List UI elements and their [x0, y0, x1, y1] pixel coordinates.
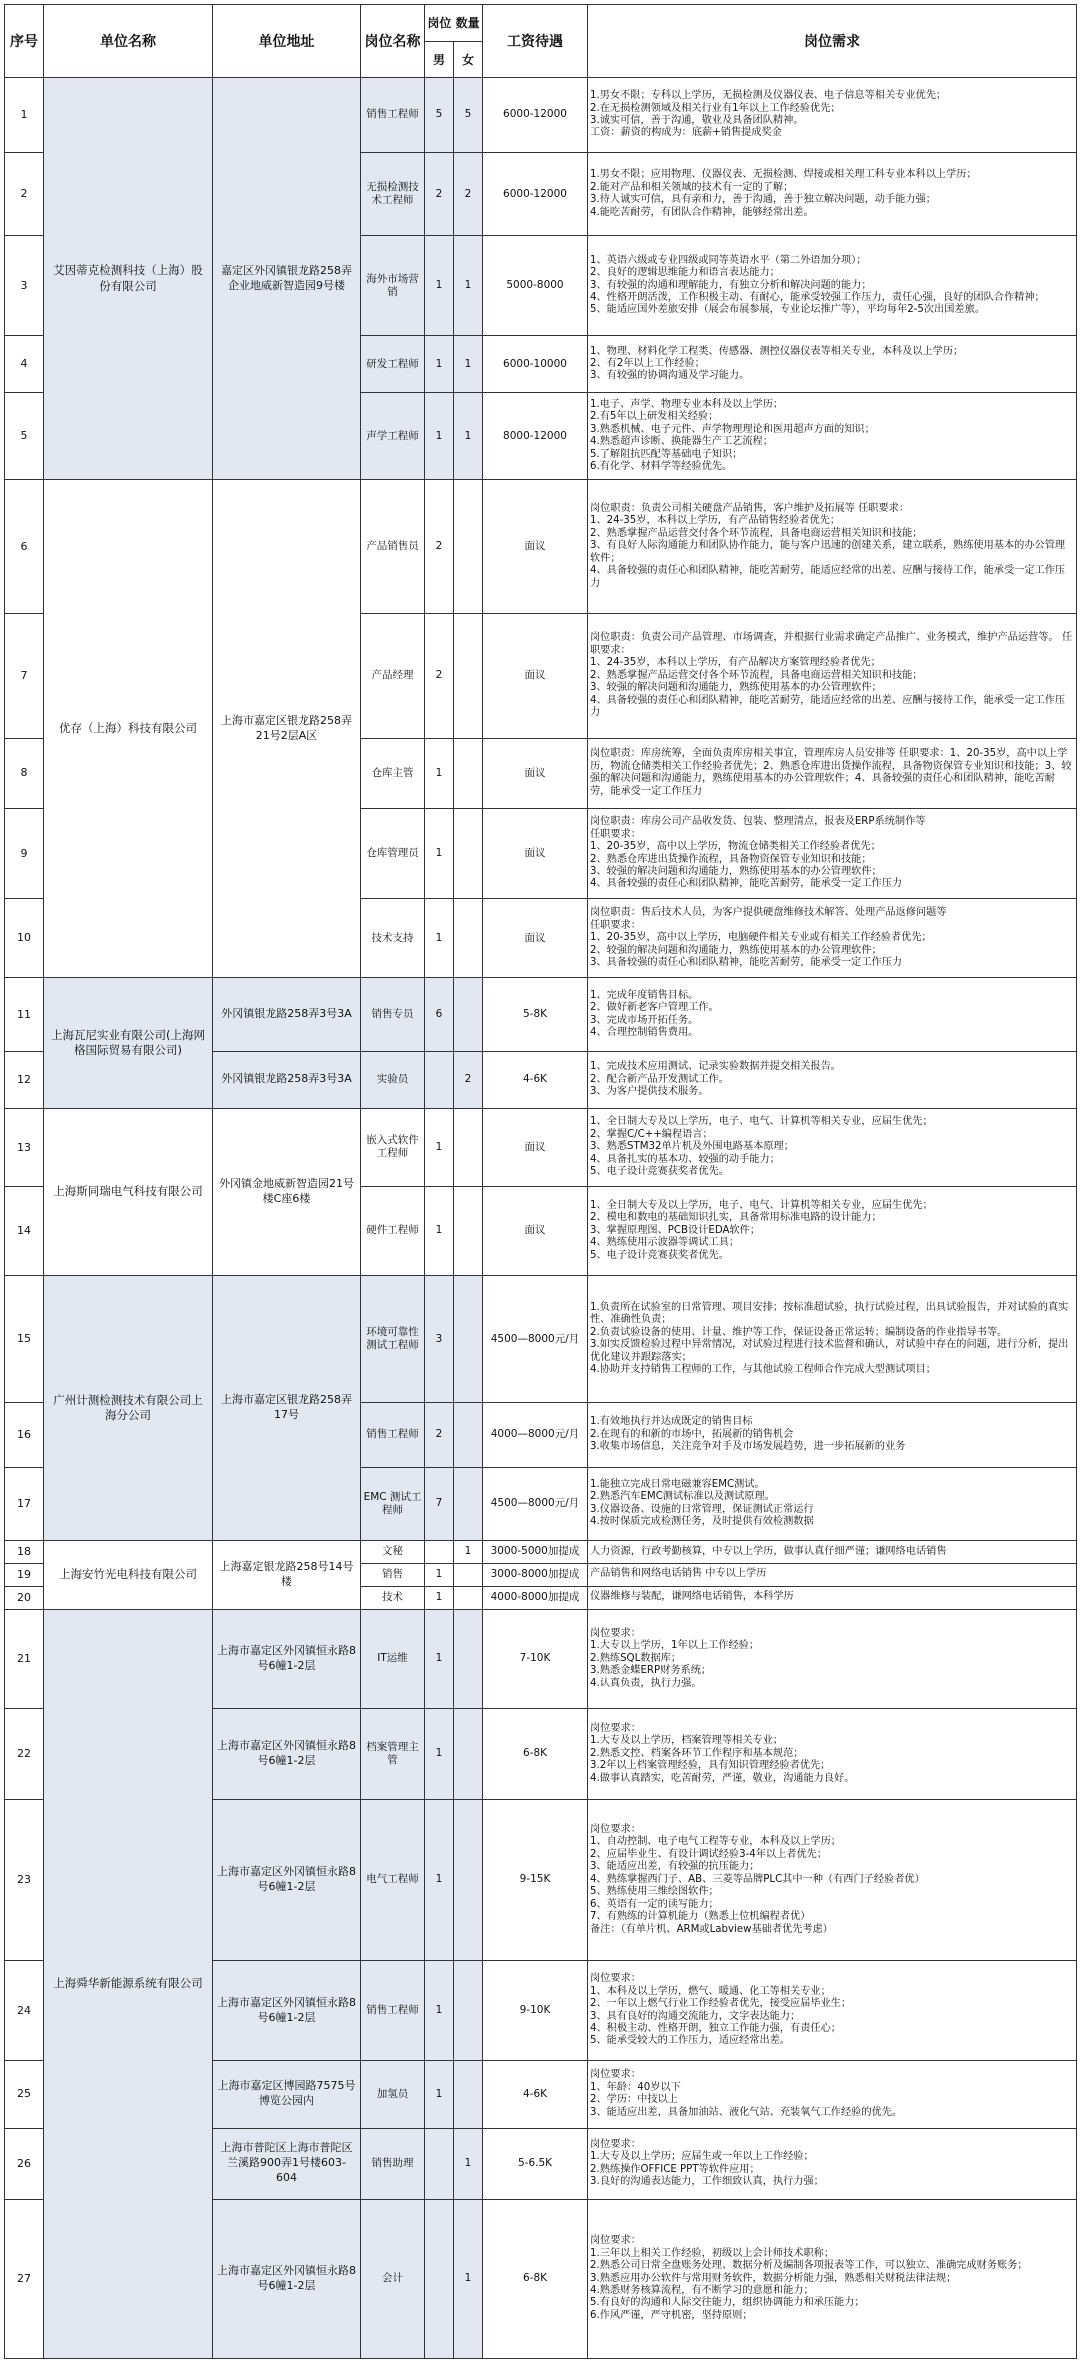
position-name: 销售专员 [361, 978, 425, 1051]
row-no: 1 [5, 78, 44, 152]
row-no: 27 [5, 2199, 44, 2358]
row-no: 26 [5, 2128, 44, 2199]
company-address: 外冈镇银龙路258弄3号3A [213, 1051, 361, 1108]
female-count: 2 [454, 1051, 483, 1108]
row-no: 21 [5, 1609, 44, 1709]
female-count [454, 1276, 483, 1403]
requirements: 1.有效地执行并达成既定的销售目标 2.在现有的和新的市场中，拓展新的销售机会 3.收集市场信息，关注竞争对手及市场发展趋势，进一步拓展新的业务 [588, 1403, 1077, 1467]
female-count: 1 [454, 393, 483, 480]
requirements: 岗位职责：库房公司产品收发货、包装、整理清点，报表及ERP系统制作等 任职要求： 1、20-35岁，高中以上学历，物流仓储类相关工作经验者优先； 2、熟悉仓库进出货操作流程，具备物资保管专业知识和技能； 3、较强的解决问题和沟通能力，熟练使用基本的办公管理软件； 4、具备较强的责任心和团队精神，能吃苦耐劳，能承受一定工作压力 [588, 808, 1077, 899]
row-no: 12 [5, 1051, 44, 1108]
requirements: 1.电子、声学、物理专业本科及以上学历； 2.有5年以上研发相关经验； 3.熟悉机械、电子元件、声学物理理论和医用超声方面的知识； 4.熟悉超声诊断、换能器生产工艺流程； 5.了解阻抗匹配等基础电子知识； 6.有化学、材料学等经验优先。 [588, 393, 1077, 480]
row-no: 13 [5, 1108, 44, 1186]
company-address: 上海嘉定银龙路258号14号楼 [213, 1540, 361, 1609]
row-no: 22 [5, 1709, 44, 1800]
company-name: 上海瓦尼实业有限公司(上海网格国际贸易有限公司) [44, 978, 213, 1109]
row-no: 9 [5, 808, 44, 899]
male-count: 1 [425, 808, 454, 899]
requirements: 1、全日制大专及以上学历，电子、电气、计算机等相关专业，应届生优先； 2、掌握C/C++编程语言； 3、熟悉STM32单片机及外围电路基本原理； 4、具备扎实的基本功、较强的动手能力； 5、电子设计竞赛获奖者优先。 [588, 1108, 1077, 1186]
salary: 7-10K [483, 1609, 588, 1709]
male-count: 1 [425, 738, 454, 808]
requirements: 1.能独立完成日常电磁兼容EMC测试。 2.熟悉汽车EMC测试标准以及测试原理。 3.仪器设备、设施的日常管理，保证测试正常运行 4.按时保质完成检测任务，及时提供有效检测数据 [588, 1467, 1077, 1540]
female-count: 1 [454, 336, 483, 393]
position-name: 产品经理 [361, 614, 425, 739]
company-address: 上海市普陀区上海市普陀区兰溪路900弄1号楼603-604 [213, 2128, 361, 2199]
female-count [454, 1403, 483, 1467]
male-count: 1 [425, 336, 454, 393]
salary: 3000-5000加提成 [483, 1540, 588, 1563]
male-count: 1 [425, 1186, 454, 1275]
requirements: 岗位要求： 1.大专及以上学历，档案管理等相关专业； 2.熟悉文控、档案各环节工作程序和基本规范； 3.2年以上档案管理经验，具有知识管理经验者优先； 4.做事认真踏实，吃苦耐劳，严谨，敬业，沟通能力良好。 [588, 1709, 1077, 1800]
female-count [454, 1609, 483, 1709]
salary: 5000-8000 [483, 236, 588, 336]
company-name: 上海安竹光电科技有限公司 [44, 1540, 213, 1609]
salary: 5-6.5K [483, 2128, 588, 2199]
row-no: 16 [5, 1403, 44, 1467]
company-address: 上海市嘉定区外冈镇恒永路8号6幢1-2层 [213, 1709, 361, 1800]
requirements: 岗位要求： 1.大专及以上学历；应届生或一年以上工作经验； 2.熟练操作OFFICE PPT等软件应用； 3.良好的沟通表达能力，工作细致认真，执行力强； [588, 2128, 1077, 2199]
female-count [454, 1563, 483, 1586]
company-name: 上海斯同瑞电气科技有限公司 [44, 1108, 213, 1275]
female-count [454, 978, 483, 1051]
male-count: 1 [425, 899, 454, 978]
female-count [454, 808, 483, 899]
company-name: 上海舜华新能源系统有限公司 [44, 1609, 213, 2358]
male-count: 1 [425, 1961, 454, 2061]
requirements: 1、英语六级或专业四级或同等英语水平（第二外语加分项）； 2、良好的逻辑思维能力和语言表达能力； 3、有较强的沟通和理解能力，有独立分析和解决问题的能力； 4、性格开朗活泼，工作积极主动、有耐心，能承受较强工作压力，责任心强，良好的团队合作精神； 5、能适应国外差旅安排（展会布展参展，专业论坛推广等），平均每年2-5次出国差旅。 [588, 236, 1077, 336]
requirements: 1、完成技术应用测试、记录实验数据并提交相关报告。 2、配合新产品开发测试工作。 3、为客户提供技术服务。 [588, 1051, 1077, 1108]
position-name: 销售工程师 [361, 1961, 425, 2061]
salary: 6000-12000 [483, 152, 588, 236]
row-no: 4 [5, 336, 44, 393]
row-no: 23 [5, 1799, 44, 1961]
company-address: 上海市嘉定区银龙路258弄17号 [213, 1276, 361, 1541]
male-count: 3 [425, 1276, 454, 1403]
row-no: 15 [5, 1276, 44, 1403]
row-no: 2 [5, 152, 44, 236]
female-count [454, 738, 483, 808]
salary: 4000-8000加提成 [483, 1586, 588, 1609]
row-no: 14 [5, 1186, 44, 1275]
header-salary: 工资待遇 [483, 5, 588, 78]
position-name: 声学工程师 [361, 393, 425, 480]
male-count: 7 [425, 1467, 454, 1540]
male-count: 2 [425, 152, 454, 236]
requirements: 1、物理、材料化学工程类、传感器、测控仪器仪表等相关专业，本科及以上学历； 2、有2年以上工作经验； 3、有较强的协调沟通及学习能力。 [588, 336, 1077, 393]
salary: 6-8K [483, 2199, 588, 2358]
company-name: 优存（上海）科技有限公司 [44, 480, 213, 978]
company-name: 广州计测检测技术有限公司上海分公司 [44, 1276, 213, 1541]
male-count: 2 [425, 614, 454, 739]
company-address: 上海市嘉定区外冈镇恒永路8号6幢1-2层 [213, 1799, 361, 1961]
salary: 4500—8000元/月 [483, 1467, 588, 1540]
female-count [454, 480, 483, 614]
salary: 面议 [483, 614, 588, 739]
header-no: 序号 [5, 5, 44, 78]
requirements: 岗位要求： 1、自动控制、电子电气工程等专业，本科及以上学历； 2、应届毕业生、有设计调试经验3-4年以上者优先； 3、能适应出差，有较强的抗压能力； 4、熟练掌握西门子、AB、三菱等品牌PLC其中一种（有西门子经验者优） 5、熟练使用三维绘图软件； 6、英语有一定的读写能力； 7、有熟练的计算机能力（熟悉上位机编程者优） 备注：（有单片机、ARM或Labview基础者优先考虑） [588, 1799, 1077, 1961]
row-no: 10 [5, 899, 44, 978]
company-address: 上海市嘉定区外冈镇恒永路8号6幢1-2层 [213, 1609, 361, 1709]
female-count [454, 899, 483, 978]
salary: 6000-12000 [483, 78, 588, 152]
female-count: 2 [454, 152, 483, 236]
salary: 4500—8000元/月 [483, 1276, 588, 1403]
female-count: 1 [454, 2199, 483, 2358]
requirements: 岗位职责：负责公司相关硬盘产品销售，客户维护及拓展等 任职要求： 1、24-35岁，本科以上学历，有产品销售经验者优先； 2、熟悉掌握产品运营交付各个环节流程，具备电商运营相关知识和技能； 3、有良好人际沟通能力和团队协作能力，能与客户迅速的创建关系，建立联系，熟练使用基本的办公管理软件； 4、具备较强的责任心和团队精神，能吃苦耐劳，能适应经常的出差、应酬与接待工作，能承受一定工作压力 [588, 480, 1077, 614]
salary: 6-8K [483, 1709, 588, 1800]
female-count: 1 [454, 2128, 483, 2199]
male-count: 6 [425, 978, 454, 1051]
row-no: 24 [5, 1961, 44, 2061]
male-count: 1 [425, 236, 454, 336]
requirements: 1.负责所在试验室的日常管理、项目安排；按标准超试验，执行试验过程，出具试验报告，并对试验的真实性、准确性负责； 2.负责试验设备的使用、计量、维护等工作，保证设备正常运转；编制设备的作业指导书等。 3.如实反馈检验过程中异常情况，对试验过程进行技术监督和确认，对试验中存在的问题，进行分析，提出优化建议并跟踪落实； 4.协助并支持销售工程师的工作，与其他试验工程师合作完成大型测试项目； [588, 1276, 1077, 1403]
header-requirements: 岗位需求 [588, 5, 1077, 78]
row-no: 11 [5, 978, 44, 1051]
position-name: 销售助理 [361, 2128, 425, 2199]
salary: 9-15K [483, 1799, 588, 1961]
requirements: 岗位要求： 1.大专以上学历，1年以上工作经验； 2.熟练SQL数据库； 3.熟悉金蝶ERP财务系统； 4.认真负责，执行力强。 [588, 1609, 1077, 1709]
salary: 面议 [483, 738, 588, 808]
position-name: 仓库主管 [361, 738, 425, 808]
position-name: 无损检测技术工程师 [361, 152, 425, 236]
female-count [454, 1586, 483, 1609]
position-name: 技术支持 [361, 899, 425, 978]
position-name: 档案管理主管 [361, 1709, 425, 1800]
header-position: 岗位名称 [361, 5, 425, 78]
row-no: 7 [5, 614, 44, 739]
male-count [425, 1540, 454, 1563]
salary: 面议 [483, 1186, 588, 1275]
female-count [454, 1709, 483, 1800]
company-address: 上海市嘉定区银龙路258弄21号2层A区 [213, 480, 361, 978]
male-count: 1 [425, 1108, 454, 1186]
requirements: 岗位要求： 1、本科及以上学历，燃气、暖通、化工等相关专业； 2、一年以上燃气行业工作经验者优先，接受应届毕业生； 3、具有良好的沟通交流能力，文字表达能力； 4、积极主动、性格开朗，独立工作能力强，有责任心； 5、能承受较大的工作压力，适应经常出差。 [588, 1961, 1077, 2061]
salary: 面议 [483, 899, 588, 978]
position-name: IT运维 [361, 1609, 425, 1709]
position-name: 技术 [361, 1586, 425, 1609]
position-name: 销售工程师 [361, 78, 425, 152]
requirements: 产品销售和网络电话销售 中专以上学历 [588, 1563, 1077, 1586]
company-address: 上海市嘉定区外冈镇恒永路8号6幢1-2层 [213, 1961, 361, 2061]
salary: 4-6K [483, 2060, 588, 2128]
female-count [454, 1467, 483, 1540]
row-no: 8 [5, 738, 44, 808]
salary: 3000-8000加提成 [483, 1563, 588, 1586]
row-no: 18 [5, 1540, 44, 1563]
position-name: 销售工程师 [361, 1403, 425, 1467]
male-count: 2 [425, 480, 454, 614]
requirements: 岗位职责：库房统筹，全面负责库房相关事宜，管理库房人员安排等 任职要求：1、20-35岁，高中以上学历，物流仓储类相关工作经验者优先；2、熟悉仓库进出货操作流程，具备物资保管专业知识和技能；3、较强的解决问题和沟通能力，熟练使用基本的办公管理软件；4、具备较强的责任心和团队精神，能吃苦耐劳，能承受一定工作压力 [588, 738, 1077, 808]
female-count [454, 1186, 483, 1275]
header-company: 单位名称 [44, 5, 213, 78]
position-name: 销售 [361, 1563, 425, 1586]
position-name: 仓库管理员 [361, 808, 425, 899]
position-name: 实验员 [361, 1051, 425, 1108]
company-address: 上海市嘉定区外冈镇恒永路8号6幢1-2层 [213, 2199, 361, 2358]
position-name: 嵌入式软件工程师 [361, 1108, 425, 1186]
company-address: 嘉定区外冈镇银龙路258弄企业地威新智造园9号楼 [213, 78, 361, 480]
job-table [4, 4, 1077, 2359]
requirements: 1.男女不限；应用物理、仪器仪表、无损检测、焊接或相关理工科专业本科以上学历； 2.能对产品和相关领域的技术有一定的了解； 3.待人诚实可信，具有亲和力，善于沟通，善于独立解决问题，动手能力强； 4.能吃苦耐劳，有团队合作精神，能够经常出差。 [588, 152, 1077, 236]
female-count: 1 [454, 1540, 483, 1563]
header-female: 女 [454, 41, 483, 78]
row-no: 5 [5, 393, 44, 480]
male-count [425, 2199, 454, 2358]
salary: 4000—8000元/月 [483, 1403, 588, 1467]
row-no: 19 [5, 1563, 44, 1586]
row-no: 17 [5, 1467, 44, 1540]
salary: 9-10K [483, 1961, 588, 2061]
row-no: 6 [5, 480, 44, 614]
position-name: 环境可靠性测试工程师 [361, 1276, 425, 1403]
male-count [425, 1051, 454, 1108]
salary: 8000-12000 [483, 393, 588, 480]
requirements: 岗位职责：负责公司产品管理、市场调查，并根据行业需求确定产品推广、业务模式，维护产品运营等。 任职要求： 1、24-35岁，本科以上学历，有产品解决方案管理经验者优先； 2、熟悉掌握产品运营交付各个环节流程，具备电商运营相关知识和技能； 3、较强的解决问题和沟通能力，熟练使用基本的办公管理软件； 4、具备较强的责任心和团队精神，能吃苦耐劳，能适应经常的出差、应酬与接待工作，能承受一定工作压力 [588, 614, 1077, 739]
male-count: 1 [425, 1709, 454, 1800]
row-no: 3 [5, 236, 44, 336]
salary: 面议 [483, 808, 588, 899]
position-name: 硬件工程师 [361, 1186, 425, 1275]
position-name: EMC 测试工程师 [361, 1467, 425, 1540]
requirements: 1、全日制大专及以上学历，电子、电气、计算机等相关专业，应届生优先； 2、模电和数电的基础知识扎实，具备常用标准电路的设计能力； 3、掌握原理图、PCB设计EDA软件； 4、熟练使用示波器等调试工具； 5、电子设计竞赛获奖者优先。 [588, 1186, 1077, 1275]
salary: 面议 [483, 1108, 588, 1186]
female-count [454, 1799, 483, 1961]
requirements: 人力资源，行政考勤核算，中专以上学历，做事认真仔细严谨；谦网络电话销售 [588, 1540, 1077, 1563]
company-address: 外冈镇金地威新智造园21号楼C座6楼 [213, 1108, 361, 1275]
company-name: 艾因蒂克检测科技（上海）股份有限公司 [44, 78, 213, 480]
female-count: 1 [454, 236, 483, 336]
female-count [454, 2060, 483, 2128]
salary: 5-8K [483, 978, 588, 1051]
position-name: 电气工程师 [361, 1799, 425, 1961]
company-address: 上海市嘉定区博园路7575号博览公园内 [213, 2060, 361, 2128]
row-no: 25 [5, 2060, 44, 2128]
requirements: 岗位职责：售后技术人员，为客户提供硬盘维修技术解答、处理产品返修问题等 任职要求： 1、20-35岁，高中以上学历，电脑硬件相关专业或有相关工作经验者优先； 2、较强的解决问题和沟通能力，熟练使用基本的办公管理软件； 3、具备较强的责任心和团队精神，能吃苦耐劳，能承受一定工作压力 [588, 899, 1077, 978]
male-count: 1 [425, 1609, 454, 1709]
requirements: 仪器维修与装配，谦网络电话销售，本科学历 [588, 1586, 1077, 1609]
salary: 6000-10000 [483, 336, 588, 393]
salary: 4-6K [483, 1051, 588, 1108]
company-address: 外冈镇银龙路258弄3号3A [213, 978, 361, 1051]
position-name: 研发工程师 [361, 336, 425, 393]
requirements: 岗位要求： 1.三年以上相关工作经验，初级以上会计师技术职称； 2.熟悉公司日常全盘账务处理、数据分析及编制各项报表等工作，可以独立、准确完成财务账务； 3.熟悉应用办公软件与常用财务软件，数据分析能力强，熟悉相关财税法律法规； 4.熟悉财务核算流程，有不断学习的意愿和能力； 5.有良好的沟通和人际交往能力，组织协调能力和承压能力； 6.作风严谨，严守机密，坚持原则； [588, 2199, 1077, 2358]
male-count: 2 [425, 1403, 454, 1467]
requirements: 1.男女不限；专科以上学历，无损检测及仪器仪表、电子信息等相关专业优先； 2.在无损检测领域及相关行业有1年以上工作经验优先； 3.诚实可信，善于沟通，敬业及具备团队精神。 工资：薪资的构成为：底薪+销售提成奖金 [588, 78, 1077, 152]
male-count: 1 [425, 1563, 454, 1586]
header-male: 男 [425, 41, 454, 78]
header-address: 单位地址 [213, 5, 361, 78]
male-count [425, 2128, 454, 2199]
position-name: 加氢员 [361, 2060, 425, 2128]
salary: 面议 [483, 480, 588, 614]
male-count: 1 [425, 393, 454, 480]
requirements: 岗位要求： 1、年龄：40岁以下 2、学历：中技以上 3、能适应出差，具备加油站、液化气站、充装氧气工作经验的优先。 [588, 2060, 1077, 2128]
row-no: 20 [5, 1586, 44, 1609]
male-count: 1 [425, 1586, 454, 1609]
position-name: 文秘 [361, 1540, 425, 1563]
male-count: 1 [425, 2060, 454, 2128]
position-name: 会计 [361, 2199, 425, 2358]
female-count: 5 [454, 78, 483, 152]
female-count [454, 1108, 483, 1186]
male-count: 1 [425, 1799, 454, 1961]
female-count [454, 1961, 483, 2061]
female-count [454, 614, 483, 739]
requirements: 1、完成年度销售目标。 2、做好新老客户管理工作。 3、完成市场开拓任务。 4、合理控制销售费用。 [588, 978, 1077, 1051]
header-quota: 岗位 数量 [425, 5, 483, 42]
male-count: 5 [425, 78, 454, 152]
position-name: 海外市场营销 [361, 236, 425, 336]
position-name: 产品销售员 [361, 480, 425, 614]
